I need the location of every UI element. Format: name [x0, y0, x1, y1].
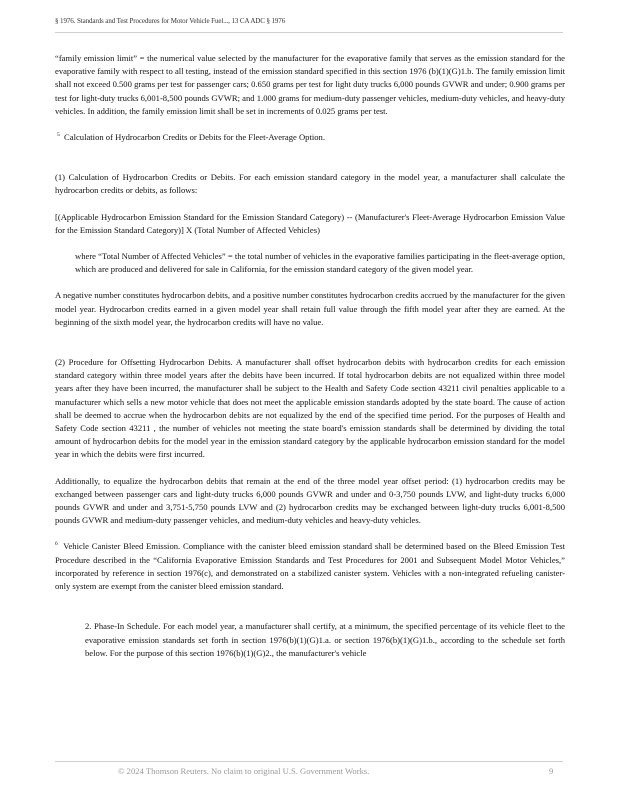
footnote-5-marker: 5: [57, 132, 60, 139]
footnote-5-heading: [57, 131, 565, 144]
credits-debits-paragraph: A negative number constitutes hydrocarbon debits, and a positive number constitutes hydrocarbon credits accrued by the manufacturer for the given model year. Hydrocarbon credits earned in a given model year shall retain full value through the fifth model year after they are earned. At the beginning of the sixth model year, the hydrocarbon credits will have no value.: [55, 290, 565, 327]
family-emission-limit-paragraph: “family emission limit” = the numerical value selected by the manufacturer for the evaporative family that serves as the emission standard for the evaporative family with respect to all testing, instead of the emission standard specified in this section 1976 (b)(1)(G)1.b. The family emission limit shall not exceed 0.500 grams per test for passenger cars; 0.650 grams per test for light duty trucks 6,000 pounds GVWR and under; 0.900 grams per test for light-duty trucks 6,001-8,500 pounds GVWR; and 1.000 grams for medium-duty passenger vehicles, medium-duty vehicles, and heavy-duty vehicles. In addition, the family emission limit shall be set in increments of 0.025 grams per test.: [55, 53, 565, 116]
footnote-6-marker: 6: [55, 541, 58, 548]
footnote-5-text: Calculation of Hydrocarbon Credits or Debits for the Fleet-Average Option.: [64, 132, 325, 143]
footnote-6-paragraph: [55, 540, 565, 593]
footer-divider: [55, 761, 563, 762]
phase-in-schedule-paragraph: 2. Phase-In Schedule. For each model year, a manufacturer shall certify, at a minimum, the specified percentage of its vehicle fleet to the evaporative emission standards set forth in section 1976(b)(1)(G)1.a. or section 1976(b)(1)(G)1.b., according to the schedule set forth below. For the purpose of this section 1976(b)(1)(G)2., the manufacturer's vehicle: [85, 621, 565, 658]
copyright-notice: © 2024 Thomson Reuters. No claim to original U.S. Government Works.: [118, 766, 370, 776]
calculation-paragraph: (1) Calculation of Hydrocarbon Credits or Debits. For each emission standard category in the model year, a manufacturer shall calculate the hydrocarbon credits or debits, as follows:: [55, 172, 565, 196]
document-body: [55, 52, 565, 660]
offset-procedure-paragraph: (2) Procedure for Offsetting Hydrocarbon Debits. A manufacturer shall offset hydrocarbon debits with hydrocarbon credits for each emission standard category within three model years after the debits have been incurred. If total hydrocarbon debits are not equalized within three model years after they have been incurred, the manufacturer shall be subject to the Health and Safety Code section 43211 civil penalties applicable to a manufacturer which sells a new motor vehicle that does not meet the applicable emission standards adopted by the state board. The cause of action shall be deemed to accrue when the hydrocarbon debits are not equalized by the end of the specified time period. For the purposes of Health and Safety Code section 43211 , the number of vehicles not meeting the state board's emission standards shall be determined by dividing the total amount of hydrocarbon debits for the model year in the emission standard category by the applicable hydrocarbon emission standard for the model year in which the debits were first incurred.: [55, 357, 565, 460]
header-divider: [55, 32, 563, 33]
footnote-6-text: Vehicle Canister Bleed Emission. Compliance with the canister bleed emission standard shall be determined based on the Bleed Emission Test Procedure described in the “California Evaporative Emission Standards and Test Procedures for 2001 and Subsequent Model Motor Vehicles,” incorporated by reference in section 1976(c), and demonstrated on a stabilized canister system. Vehicles with a non-integrated refueling canister-only system are exempt from the canister bleed emission standard.: [55, 541, 565, 592]
affected-vehicles-definition: where “Total Number of Affected Vehicles” = the total number of vehicles in the evaporative families participating in the fleet-average option, which are produced and delivered for sale in California, for the emission standard category of the given model year.: [75, 251, 565, 275]
running-header: § 1976. Standards and Test Procedures for Motor Vehicle Fuel..., 13 CA ADC § 1976: [55, 17, 286, 25]
equalize-debits-paragraph: Additionally, to equalize the hydrocarbon debits that remain at the end of the three model year offset period: (1) hydrocarbon credits may be exchanged between passenger cars and light-duty trucks 6,000 pounds GVWR and under and 0-3,750 pounds LVW, and light-duty trucks 6,000 pounds GVWR and under and 3,751-5,750 pounds LVW and (2) hydrocarbon credits may be exchanged between light-duty trucks 6,001-8,500 pounds GVWR and medium-duty passenger vehicles, and medium-duty vehicles and heavy-duty vehicles.: [55, 475, 565, 526]
credit-formula: [(Applicable Hydrocarbon Emission Standard for the Emission Standard Category) -- (Manufacturer's Fleet-Average Hydrocarbon Emission Value for the Emission Standard Category)] X (Total Number of Affected Vehicles): [55, 211, 565, 235]
page-number: 9: [549, 766, 554, 776]
